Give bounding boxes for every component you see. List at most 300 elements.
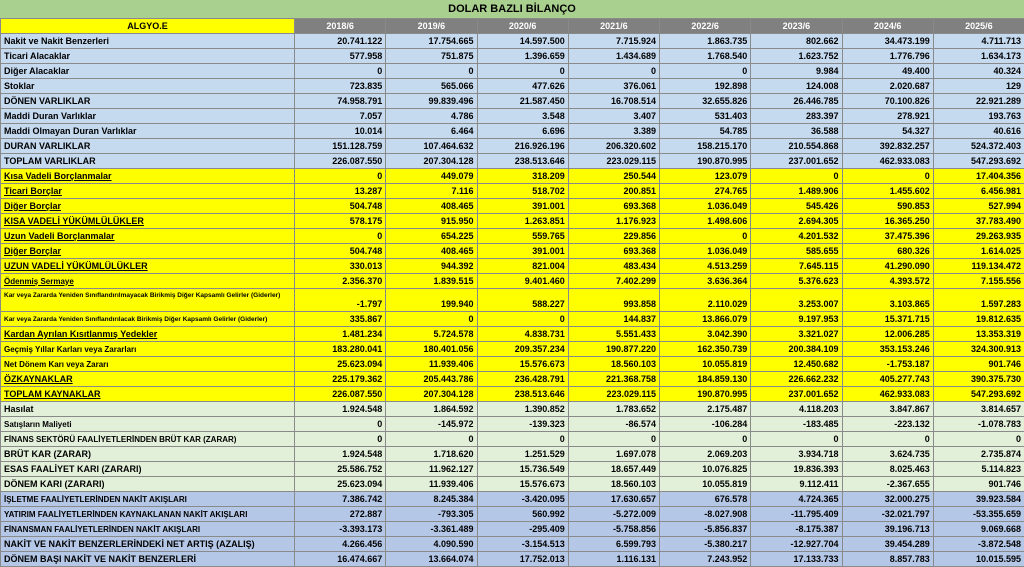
row-label-cell[interactable]: Satışların Maliyeti [1, 417, 295, 432]
value-cell[interactable]: 2.069.203 [660, 447, 751, 462]
value-cell[interactable]: 4.513.259 [660, 259, 751, 274]
value-cell[interactable]: 226.087.550 [295, 387, 386, 402]
value-cell[interactable]: 151.128.759 [295, 139, 386, 154]
value-cell[interactable]: 15.736.549 [477, 462, 568, 477]
row-label-cell[interactable]: TOPLAM KAYNAKLAR [1, 387, 295, 402]
value-cell[interactable]: -5.272.009 [568, 507, 659, 522]
value-cell[interactable]: 565.066 [386, 79, 477, 94]
value-cell[interactable]: 39.923.584 [933, 492, 1024, 507]
value-cell[interactable]: 25.586.752 [295, 462, 386, 477]
value-cell[interactable]: 236.428.791 [477, 372, 568, 387]
value-cell[interactable]: 577.958 [295, 49, 386, 64]
value-cell[interactable]: -1.753.187 [842, 357, 933, 372]
value-cell[interactable]: 162.350.739 [660, 342, 751, 357]
value-cell[interactable]: 8.857.783 [842, 552, 933, 567]
value-cell[interactable]: 8.245.384 [386, 492, 477, 507]
value-cell[interactable]: 70.100.826 [842, 94, 933, 109]
value-cell[interactable]: 124.008 [751, 79, 842, 94]
value-cell[interactable]: 504.748 [295, 244, 386, 259]
value-cell[interactable]: 16.708.514 [568, 94, 659, 109]
year-header-cell[interactable]: 2020/6 [477, 19, 568, 34]
value-cell[interactable]: -183.485 [751, 417, 842, 432]
value-cell[interactable]: 1.481.234 [295, 327, 386, 342]
value-cell[interactable]: -11.795.409 [751, 507, 842, 522]
value-cell[interactable]: 15.371.715 [842, 312, 933, 327]
value-cell[interactable]: 6.696 [477, 124, 568, 139]
value-cell[interactable]: 0 [751, 169, 842, 184]
value-cell[interactable]: 12.006.285 [842, 327, 933, 342]
value-cell[interactable]: 10.055.819 [660, 477, 751, 492]
row-label-cell[interactable]: Kısa Vadeli Borçlanmalar [1, 169, 295, 184]
year-header-cell[interactable]: 2021/6 [568, 19, 659, 34]
value-cell[interactable]: 18.657.449 [568, 462, 659, 477]
value-cell[interactable]: 283.397 [751, 109, 842, 124]
value-cell[interactable]: 1.924.548 [295, 402, 386, 417]
value-cell[interactable]: 1.718.620 [386, 447, 477, 462]
value-cell[interactable]: 9.069.668 [933, 522, 1024, 537]
row-label-cell[interactable]: Uzun Vadeli Borçlanmalar [1, 229, 295, 244]
row-label-cell[interactable]: Stoklar [1, 79, 295, 94]
value-cell[interactable]: 19.812.635 [933, 312, 1024, 327]
value-cell[interactable]: 4.393.572 [842, 274, 933, 289]
value-cell[interactable]: 17.754.665 [386, 34, 477, 49]
row-label-cell[interactable]: Ticari Alacaklar [1, 49, 295, 64]
value-cell[interactable]: 237.001.652 [751, 387, 842, 402]
value-cell[interactable]: 0 [933, 432, 1024, 447]
value-cell[interactable]: 0 [477, 312, 568, 327]
row-label-cell[interactable]: DÖNEM BAŞI NAKİT VE NAKİT BENZERLERİ [1, 552, 295, 567]
value-cell[interactable]: 223.029.115 [568, 154, 659, 169]
value-cell[interactable]: 578.175 [295, 214, 386, 229]
value-cell[interactable]: 1.390.852 [477, 402, 568, 417]
row-label-cell[interactable]: BRÜT KAR (ZARAR) [1, 447, 295, 462]
year-header-cell[interactable]: 2023/6 [751, 19, 842, 34]
value-cell[interactable]: 1.614.025 [933, 244, 1024, 259]
value-cell[interactable]: 13.353.319 [933, 327, 1024, 342]
value-cell[interactable]: -106.284 [660, 417, 751, 432]
value-cell[interactable]: 462.933.083 [842, 387, 933, 402]
value-cell[interactable]: 5.551.433 [568, 327, 659, 342]
value-cell[interactable]: 693.368 [568, 244, 659, 259]
value-cell[interactable]: 4.838.731 [477, 327, 568, 342]
row-label-cell[interactable]: TOPLAM VARLIKLAR [1, 154, 295, 169]
value-cell[interactable]: 278.921 [842, 109, 933, 124]
value-cell[interactable]: 2.356.370 [295, 274, 386, 289]
value-cell[interactable]: 5.724.578 [386, 327, 477, 342]
value-cell[interactable]: 207.304.128 [386, 154, 477, 169]
value-cell[interactable]: 10.055.819 [660, 357, 751, 372]
value-cell[interactable]: 39.454.289 [842, 537, 933, 552]
row-label-cell[interactable]: KISA VADELİ YÜKÜMLÜLÜKLER [1, 214, 295, 229]
value-cell[interactable]: 223.029.115 [568, 387, 659, 402]
value-cell[interactable]: 0 [660, 229, 751, 244]
value-cell[interactable]: 205.443.786 [386, 372, 477, 387]
value-cell[interactable]: 4.090.590 [386, 537, 477, 552]
value-cell[interactable]: 408.465 [386, 244, 477, 259]
row-label-cell[interactable]: NAKİT VE NAKİT BENZERLERİNDEKİ NET ARTIŞ (AZALIŞ) [1, 537, 295, 552]
row-label-cell[interactable]: Ticari Borçlar [1, 184, 295, 199]
value-cell[interactable]: 1.924.548 [295, 447, 386, 462]
value-cell[interactable]: 1.864.592 [386, 402, 477, 417]
value-cell[interactable]: 225.179.362 [295, 372, 386, 387]
value-cell[interactable]: 560.992 [477, 507, 568, 522]
value-cell[interactable]: 547.293.692 [933, 387, 1024, 402]
value-cell[interactable]: 0 [842, 169, 933, 184]
value-cell[interactable]: 545.426 [751, 199, 842, 214]
value-cell[interactable]: 391.001 [477, 199, 568, 214]
value-cell[interactable]: 7.243.952 [660, 552, 751, 567]
value-cell[interactable]: 6.599.793 [568, 537, 659, 552]
value-cell[interactable]: 1.116.131 [568, 552, 659, 567]
value-cell[interactable]: 318.209 [477, 169, 568, 184]
value-cell[interactable]: 1.839.515 [386, 274, 477, 289]
value-cell[interactable]: 7.715.924 [568, 34, 659, 49]
value-cell[interactable]: 237.001.652 [751, 154, 842, 169]
value-cell[interactable]: 531.403 [660, 109, 751, 124]
value-cell[interactable]: 0 [477, 432, 568, 447]
value-cell[interactable]: 0 [295, 169, 386, 184]
value-cell[interactable]: 226.087.550 [295, 154, 386, 169]
row-label-cell[interactable]: Maddi Olmayan Duran Varlıklar [1, 124, 295, 139]
value-cell[interactable]: 107.464.632 [386, 139, 477, 154]
value-cell[interactable]: 1.489.906 [751, 184, 842, 199]
value-cell[interactable]: 10.076.825 [660, 462, 751, 477]
value-cell[interactable]: 4.201.532 [751, 229, 842, 244]
value-cell[interactable]: 5.376.623 [751, 274, 842, 289]
value-cell[interactable]: 3.321.027 [751, 327, 842, 342]
value-cell[interactable]: 993.858 [568, 289, 659, 312]
value-cell[interactable]: 200.384.109 [751, 342, 842, 357]
value-cell[interactable]: 32.655.826 [660, 94, 751, 109]
row-label-cell[interactable]: DÖNEM KARI (ZARARI) [1, 477, 295, 492]
value-cell[interactable]: 13.287 [295, 184, 386, 199]
value-cell[interactable]: 226.662.232 [751, 372, 842, 387]
row-label-cell[interactable]: UZUN VADELİ YÜKÜMLÜLÜKLER [1, 259, 295, 274]
year-header-cell[interactable]: 2018/6 [295, 19, 386, 34]
value-cell[interactable]: 54.327 [842, 124, 933, 139]
value-cell[interactable]: 0 [386, 432, 477, 447]
value-cell[interactable]: 405.277.743 [842, 372, 933, 387]
value-cell[interactable]: 238.513.646 [477, 154, 568, 169]
year-header-cell[interactable]: 2022/6 [660, 19, 751, 34]
value-cell[interactable]: 588.227 [477, 289, 568, 312]
value-cell[interactable]: 6.456.981 [933, 184, 1024, 199]
value-cell[interactable]: 585.655 [751, 244, 842, 259]
value-cell[interactable]: 0 [295, 229, 386, 244]
value-cell[interactable]: 3.042.390 [660, 327, 751, 342]
value-cell[interactable]: 1.263.851 [477, 214, 568, 229]
value-cell[interactable]: 449.079 [386, 169, 477, 184]
value-cell[interactable]: 3.407 [568, 109, 659, 124]
value-cell[interactable]: 207.304.128 [386, 387, 477, 402]
value-cell[interactable]: -5.758.856 [568, 522, 659, 537]
value-cell[interactable]: 3.548 [477, 109, 568, 124]
value-cell[interactable]: 901.746 [933, 357, 1024, 372]
value-cell[interactable]: -3.420.095 [477, 492, 568, 507]
value-cell[interactable]: -3.361.489 [386, 522, 477, 537]
value-cell[interactable]: 2.020.687 [842, 79, 933, 94]
value-cell[interactable]: 13.866.079 [660, 312, 751, 327]
row-label-cell[interactable]: YATIRIM FAALİYETLERİNDEN KAYNAKLANAN NAKİT AKIŞLARI [1, 507, 295, 522]
row-label-cell[interactable]: Kar veya Zararda Yeniden Sınıflandırılmayacak Birikmiş Diğer Kapsamlı Gelirler (Giderler) [1, 289, 295, 312]
value-cell[interactable]: 49.400 [842, 64, 933, 79]
value-cell[interactable]: 193.763 [933, 109, 1024, 124]
value-cell[interactable]: 19.836.393 [751, 462, 842, 477]
value-cell[interactable]: 324.300.913 [933, 342, 1024, 357]
row-label-cell[interactable]: FİNANS SEKTÖRÜ FAALİYETLERİNDEN BRÜT KAR (ZARAR) [1, 432, 295, 447]
value-cell[interactable]: 15.576.673 [477, 357, 568, 372]
value-cell[interactable]: 22.921.289 [933, 94, 1024, 109]
value-cell[interactable]: 158.215.170 [660, 139, 751, 154]
value-cell[interactable]: 1.776.796 [842, 49, 933, 64]
value-cell[interactable]: 2.110.029 [660, 289, 751, 312]
value-cell[interactable]: 390.375.730 [933, 372, 1024, 387]
value-cell[interactable]: 547.293.692 [933, 154, 1024, 169]
value-cell[interactable]: 3.624.735 [842, 447, 933, 462]
value-cell[interactable]: 1.634.173 [933, 49, 1024, 64]
row-label-cell[interactable]: ESAS FAALİYET KARI (ZARARI) [1, 462, 295, 477]
value-cell[interactable]: 2.175.487 [660, 402, 751, 417]
value-cell[interactable]: 17.752.013 [477, 552, 568, 567]
value-cell[interactable]: 1.396.659 [477, 49, 568, 64]
value-cell[interactable]: 1.863.735 [660, 34, 751, 49]
value-cell[interactable]: 1.498.606 [660, 214, 751, 229]
row-label-cell[interactable]: ÖZKAYNAKLAR [1, 372, 295, 387]
value-cell[interactable]: 802.662 [751, 34, 842, 49]
value-cell[interactable]: 518.702 [477, 184, 568, 199]
value-cell[interactable]: -145.972 [386, 417, 477, 432]
value-cell[interactable]: 190.870.995 [660, 154, 751, 169]
value-cell[interactable]: 1.455.602 [842, 184, 933, 199]
value-cell[interactable]: 392.832.257 [842, 139, 933, 154]
value-cell[interactable]: 524.372.403 [933, 139, 1024, 154]
value-cell[interactable]: 192.898 [660, 79, 751, 94]
value-cell[interactable]: 9.984 [751, 64, 842, 79]
value-cell[interactable]: 3.934.718 [751, 447, 842, 462]
value-cell[interactable]: 29.263.935 [933, 229, 1024, 244]
value-cell[interactable]: 9.112.411 [751, 477, 842, 492]
row-label-cell[interactable]: Ödenmiş Sermaye [1, 274, 295, 289]
value-cell[interactable]: 10.015.595 [933, 552, 1024, 567]
row-label-cell[interactable]: FİNANSMAN FAALİYETLERİNDEN NAKİT AKIŞLARI [1, 522, 295, 537]
value-cell[interactable]: 0 [660, 64, 751, 79]
value-cell[interactable]: 238.513.646 [477, 387, 568, 402]
value-cell[interactable]: 1.597.283 [933, 289, 1024, 312]
ticker-header-cell[interactable]: ALGYO.E [1, 19, 295, 34]
year-header-cell[interactable]: 2019/6 [386, 19, 477, 34]
row-label-cell[interactable]: Diğer Alacaklar [1, 64, 295, 79]
value-cell[interactable]: 7.057 [295, 109, 386, 124]
value-cell[interactable]: 15.576.673 [477, 477, 568, 492]
value-cell[interactable]: 37.475.396 [842, 229, 933, 244]
value-cell[interactable]: 39.196.713 [842, 522, 933, 537]
value-cell[interactable]: 21.587.450 [477, 94, 568, 109]
row-label-cell[interactable]: Net Dönem Karı veya Zararı [1, 357, 295, 372]
value-cell[interactable]: -53.355.659 [933, 507, 1024, 522]
value-cell[interactable]: 408.465 [386, 199, 477, 214]
value-cell[interactable]: -1.078.783 [933, 417, 1024, 432]
value-cell[interactable]: 40.324 [933, 64, 1024, 79]
value-cell[interactable]: 74.958.791 [295, 94, 386, 109]
value-cell[interactable]: 4.266.456 [295, 537, 386, 552]
value-cell[interactable]: 129 [933, 79, 1024, 94]
year-header-cell[interactable]: 2025/6 [933, 19, 1024, 34]
value-cell[interactable]: -86.574 [568, 417, 659, 432]
value-cell[interactable]: 0 [295, 432, 386, 447]
value-cell[interactable]: 483.434 [568, 259, 659, 274]
value-cell[interactable]: 1.623.752 [751, 49, 842, 64]
value-cell[interactable]: 144.837 [568, 312, 659, 327]
value-cell[interactable]: 16.474.667 [295, 552, 386, 567]
value-cell[interactable]: 17.404.356 [933, 169, 1024, 184]
value-cell[interactable]: 6.464 [386, 124, 477, 139]
row-label-cell[interactable]: Nakit ve Nakit Benzerleri [1, 34, 295, 49]
value-cell[interactable]: 200.851 [568, 184, 659, 199]
value-cell[interactable]: 0 [568, 432, 659, 447]
value-cell[interactable]: 12.450.682 [751, 357, 842, 372]
value-cell[interactable]: 54.785 [660, 124, 751, 139]
row-label-cell[interactable]: Hasılat [1, 402, 295, 417]
value-cell[interactable]: 229.856 [568, 229, 659, 244]
value-cell[interactable]: 2.735.874 [933, 447, 1024, 462]
value-cell[interactable]: 199.940 [386, 289, 477, 312]
year-header-cell[interactable]: 2024/6 [842, 19, 933, 34]
value-cell[interactable]: 654.225 [386, 229, 477, 244]
value-cell[interactable]: -793.305 [386, 507, 477, 522]
value-cell[interactable]: 190.877.220 [568, 342, 659, 357]
value-cell[interactable]: 17.133.733 [751, 552, 842, 567]
value-cell[interactable]: 10.014 [295, 124, 386, 139]
value-cell[interactable]: 330.013 [295, 259, 386, 274]
row-label-cell[interactable]: Maddi Duran Varlıklar [1, 109, 295, 124]
value-cell[interactable]: 462.933.083 [842, 154, 933, 169]
value-cell[interactable]: -32.021.797 [842, 507, 933, 522]
value-cell[interactable]: 17.630.657 [568, 492, 659, 507]
value-cell[interactable]: 32.000.275 [842, 492, 933, 507]
value-cell[interactable]: 221.368.758 [568, 372, 659, 387]
value-cell[interactable]: 4.724.365 [751, 492, 842, 507]
value-cell[interactable]: 36.588 [751, 124, 842, 139]
value-cell[interactable]: 353.153.246 [842, 342, 933, 357]
row-label-cell[interactable]: Geçmiş Yıllar Karları veya Zararları [1, 342, 295, 357]
value-cell[interactable]: 18.560.103 [568, 357, 659, 372]
value-cell[interactable]: 1.434.689 [568, 49, 659, 64]
row-label-cell[interactable]: DURAN VARLIKLAR [1, 139, 295, 154]
value-cell[interactable]: 216.926.196 [477, 139, 568, 154]
value-cell[interactable]: -8.175.387 [751, 522, 842, 537]
value-cell[interactable]: 25.623.094 [295, 357, 386, 372]
value-cell[interactable]: 209.357.234 [477, 342, 568, 357]
value-cell[interactable]: 3.103.865 [842, 289, 933, 312]
row-label-cell[interactable]: Diğer Borçlar [1, 244, 295, 259]
value-cell[interactable]: 0 [386, 64, 477, 79]
value-cell[interactable]: 210.554.868 [751, 139, 842, 154]
value-cell[interactable]: 944.392 [386, 259, 477, 274]
value-cell[interactable]: 99.839.496 [386, 94, 477, 109]
value-cell[interactable]: 3.847.867 [842, 402, 933, 417]
value-cell[interactable]: 1.036.049 [660, 199, 751, 214]
value-cell[interactable]: 26.446.785 [751, 94, 842, 109]
value-cell[interactable]: 9.401.460 [477, 274, 568, 289]
value-cell[interactable]: 37.783.490 [933, 214, 1024, 229]
value-cell[interactable]: 0 [660, 432, 751, 447]
value-cell[interactable]: 391.001 [477, 244, 568, 259]
value-cell[interactable]: 0 [842, 432, 933, 447]
value-cell[interactable]: 272.887 [295, 507, 386, 522]
value-cell[interactable]: 751.875 [386, 49, 477, 64]
row-label-cell[interactable]: DÖNEN VARLIKLAR [1, 94, 295, 109]
value-cell[interactable]: 4.786 [386, 109, 477, 124]
value-cell[interactable]: -3.154.513 [477, 537, 568, 552]
value-cell[interactable]: 14.597.500 [477, 34, 568, 49]
value-cell[interactable]: 2.694.305 [751, 214, 842, 229]
value-cell[interactable]: 590.853 [842, 199, 933, 214]
value-cell[interactable]: 18.560.103 [568, 477, 659, 492]
row-label-cell[interactable]: Kardan Ayrılan Kısıtlanmış Yedekler [1, 327, 295, 342]
value-cell[interactable]: 7.155.556 [933, 274, 1024, 289]
value-cell[interactable]: -5.856.837 [660, 522, 751, 537]
value-cell[interactable]: 180.401.056 [386, 342, 477, 357]
value-cell[interactable]: 1.768.540 [660, 49, 751, 64]
value-cell[interactable]: 0 [568, 64, 659, 79]
value-cell[interactable]: 274.765 [660, 184, 751, 199]
value-cell[interactable]: 7.386.742 [295, 492, 386, 507]
value-cell[interactable]: -8.027.908 [660, 507, 751, 522]
value-cell[interactable]: 40.616 [933, 124, 1024, 139]
value-cell[interactable]: 20.741.122 [295, 34, 386, 49]
row-label-cell[interactable]: Diğer Borçlar [1, 199, 295, 214]
value-cell[interactable]: 7.116 [386, 184, 477, 199]
value-cell[interactable]: 11.962.127 [386, 462, 477, 477]
value-cell[interactable]: 5.114.823 [933, 462, 1024, 477]
value-cell[interactable]: 1.176.923 [568, 214, 659, 229]
value-cell[interactable]: 7.402.299 [568, 274, 659, 289]
value-cell[interactable]: 559.765 [477, 229, 568, 244]
value-cell[interactable]: 25.623.094 [295, 477, 386, 492]
value-cell[interactable]: 1.251.529 [477, 447, 568, 462]
value-cell[interactable]: 8.025.463 [842, 462, 933, 477]
value-cell[interactable]: 376.061 [568, 79, 659, 94]
value-cell[interactable]: -3.872.548 [933, 537, 1024, 552]
value-cell[interactable]: 1.036.049 [660, 244, 751, 259]
value-cell[interactable]: 723.835 [295, 79, 386, 94]
value-cell[interactable]: -223.132 [842, 417, 933, 432]
value-cell[interactable]: 915.950 [386, 214, 477, 229]
value-cell[interactable]: 0 [386, 312, 477, 327]
value-cell[interactable]: 11.939.406 [386, 477, 477, 492]
value-cell[interactable]: 9.197.953 [751, 312, 842, 327]
value-cell[interactable]: -5.380.217 [660, 537, 751, 552]
value-cell[interactable]: 206.320.602 [568, 139, 659, 154]
value-cell[interactable]: 13.664.074 [386, 552, 477, 567]
value-cell[interactable]: 190.870.995 [660, 387, 751, 402]
value-cell[interactable]: 3.389 [568, 124, 659, 139]
value-cell[interactable]: 41.290.090 [842, 259, 933, 274]
value-cell[interactable]: 335.867 [295, 312, 386, 327]
value-cell[interactable]: 821.004 [477, 259, 568, 274]
value-cell[interactable]: 0 [295, 417, 386, 432]
value-cell[interactable]: -295.409 [477, 522, 568, 537]
value-cell[interactable]: 3.253.007 [751, 289, 842, 312]
value-cell[interactable]: 16.365.250 [842, 214, 933, 229]
row-label-cell[interactable]: Kar veya Zararda Yeniden Sınıflandırılacak Birikmiş Diğer Kapsamlı Gelirler (Giderler) [1, 312, 295, 327]
value-cell[interactable]: 3.636.364 [660, 274, 751, 289]
value-cell[interactable]: 7.645.115 [751, 259, 842, 274]
value-cell[interactable]: 0 [477, 64, 568, 79]
value-cell[interactable]: 4.711.713 [933, 34, 1024, 49]
value-cell[interactable]: -12.927.704 [751, 537, 842, 552]
row-label-cell[interactable]: İŞLETME FAALİYETLERİNDEN NAKİT AKIŞLARI [1, 492, 295, 507]
